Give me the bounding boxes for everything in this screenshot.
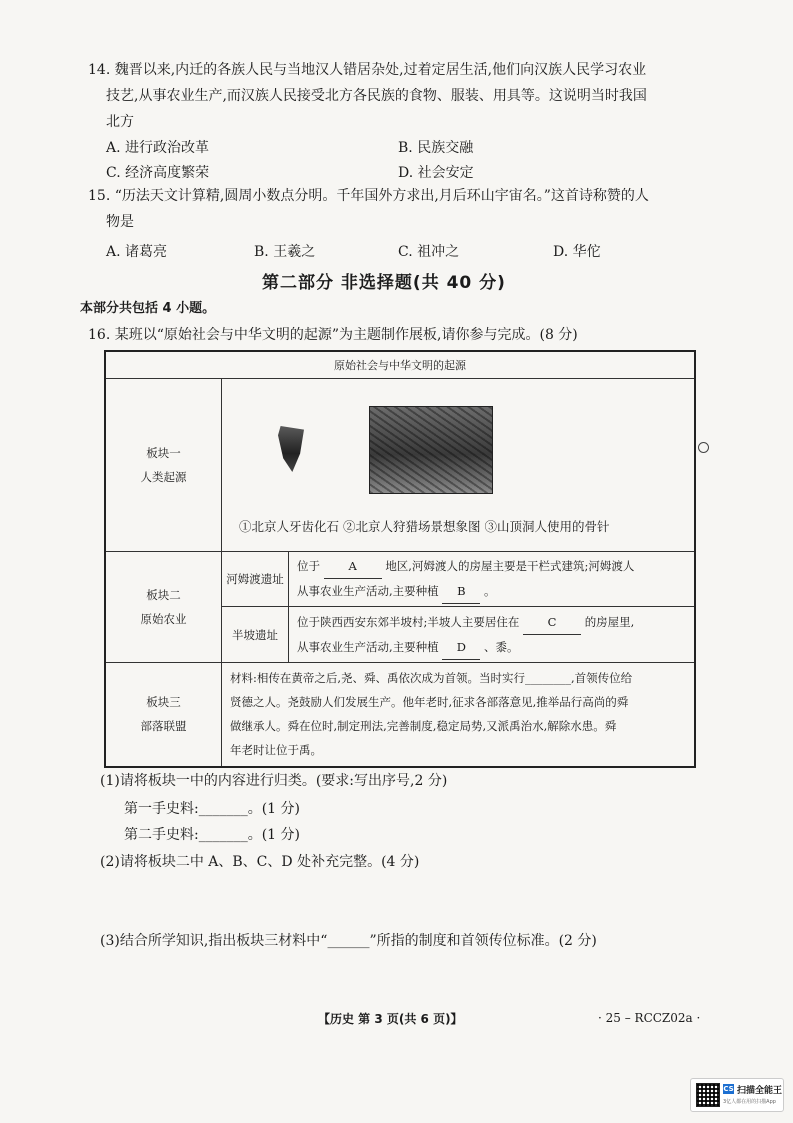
hunting-scene-image: [369, 406, 493, 494]
block3-label-line1: 板块三: [146, 695, 181, 710]
blank-c: C: [523, 610, 581, 635]
q14-option-c: C. 经济高度繁荣: [106, 165, 210, 181]
banpo-text-c: 从事农业生产活动,主要种植: [297, 639, 439, 654]
table-title: 原始社会与中华文明的起源: [105, 351, 695, 379]
q15-line2: 物是: [106, 214, 134, 230]
block3-line4: 年老时让位于禹。: [230, 743, 322, 758]
site-banpo-text: [289, 607, 696, 663]
hemudu-text-a: 位于: [297, 559, 320, 573]
q16-sub1-second: 第二手史料:_______。(1 分): [124, 827, 300, 843]
block1-label: [105, 379, 222, 552]
q16-intro: 16. 某班以“原始社会与中华文明的起源”为主题制作展板,请你参与完成。(8 分): [88, 327, 578, 343]
q15-option-d: D. 华佗: [553, 244, 601, 260]
q16-sub3: (3)结合所学知识,指出板块三材料中“______”所指的制度和首领传位标准。(2 分): [100, 933, 597, 949]
banpo-text-d: 、黍。: [483, 639, 519, 654]
scanner-subtitle: 3亿人都在用的扫描App: [723, 1099, 776, 1105]
q14-option-b: B. 民族交融: [398, 140, 474, 156]
q16-sub1-first: 第一手史料:_______。(1 分): [124, 801, 300, 817]
q16-sub2: (2)请将板块二中 A、B、C、D 处补充完整。(4 分): [100, 854, 420, 870]
block3-line2: 贤德之人。尧鼓励人们发展生产。他年老时,征求各部落意见,推举品行高尚的舜: [230, 695, 629, 710]
block3-label: [105, 663, 222, 767]
block3-material: [222, 663, 696, 767]
exhibit-table: [104, 350, 696, 768]
q14-line1: 14. 魏晋以来,内迁的各族人民与当地汉人错居杂处,过着定居生活,他们向汉族人民学习农业: [88, 62, 647, 78]
block2-label-line2: 原始农业: [140, 612, 187, 626]
cs-logo-icon: CS: [723, 1085, 734, 1093]
bone-needle-image: [698, 442, 709, 453]
q15-line1: 15. “历法天文计算精,圆周小数点分明。千年国外方求出,月后环山宇宙名。”这首诗称赞的人: [88, 188, 649, 204]
block3-line3: 做继承人。舜在位时,制定刑法,完善制度,稳定局势,又派禹治水,解除水患。舜: [230, 719, 617, 734]
hemudu-text-b: 地区,河姆渡人的房屋主要是干栏式建筑;河姆渡人: [385, 559, 635, 573]
banpo-text-a: 位于陕西西安东郊半坡村;半坡人主要居住在: [297, 614, 520, 629]
qr-code-icon: [696, 1083, 720, 1107]
hemudu-text-d: 。: [483, 584, 496, 598]
hemudu-text-c: 从事农业生产活动,主要种植: [297, 584, 439, 598]
scanner-name: 扫描全能王: [737, 1086, 783, 1096]
block1-caption: ①北京人牙齿化石 ②北京人狩猎场景想象图 ③山顶洞人使用的骨针: [239, 519, 610, 534]
block1-label-line1: 板块一: [146, 446, 181, 460]
part2-heading: 第二部分 非选择题(共 40 分): [262, 273, 506, 293]
q16-sub1: (1)请将板块一中的内容进行归类。(要求:写出序号,2 分): [100, 773, 448, 789]
block2-label-line1: 板块二: [146, 588, 181, 602]
site-banpo-label: 半坡遗址: [222, 607, 289, 663]
q14-line2: 技艺,从事农业生产,而汉族人民接受北方各民族的食物、服装、用具等。这说明当时我国: [106, 88, 647, 104]
q14-line3: 北方: [106, 114, 134, 130]
blank-d: D: [442, 635, 480, 660]
q14-option-d: D. 社会安定: [398, 165, 474, 181]
exam-code: · 25 – RCCZ02a ·: [598, 1011, 701, 1025]
block2-label: [105, 552, 222, 663]
q15-option-b: B. 王羲之: [254, 244, 316, 260]
banpo-text-b: 的房屋里,: [584, 614, 635, 629]
blank-a: A: [324, 554, 382, 579]
part2-note: 本部分共包括 4 小题。: [80, 301, 216, 316]
block1-label-line2: 人类起源: [140, 470, 187, 484]
page-footer: 【历史 第 3 页(共 6 页)】: [318, 1012, 463, 1026]
site-hemudu-text: [289, 552, 696, 607]
blank-b: B: [442, 579, 480, 604]
block3-label-line2: 部落联盟: [140, 719, 187, 734]
q15-option-c: C. 祖冲之: [398, 244, 460, 260]
tooth-fossil-image: [278, 426, 304, 472]
scanner-watermark: [690, 1078, 784, 1112]
q14-option-a: A. 进行政治改革: [106, 140, 210, 156]
block3-line1: 材料:相传在黄帝之后,尧、舜、禹依次成为首领。当时实行________,首领传位给: [230, 671, 633, 686]
site-hemudu-label: 河姆渡遗址: [222, 552, 289, 607]
q15-option-a: A. 诸葛亮: [106, 244, 168, 260]
block1-content: [222, 379, 696, 552]
